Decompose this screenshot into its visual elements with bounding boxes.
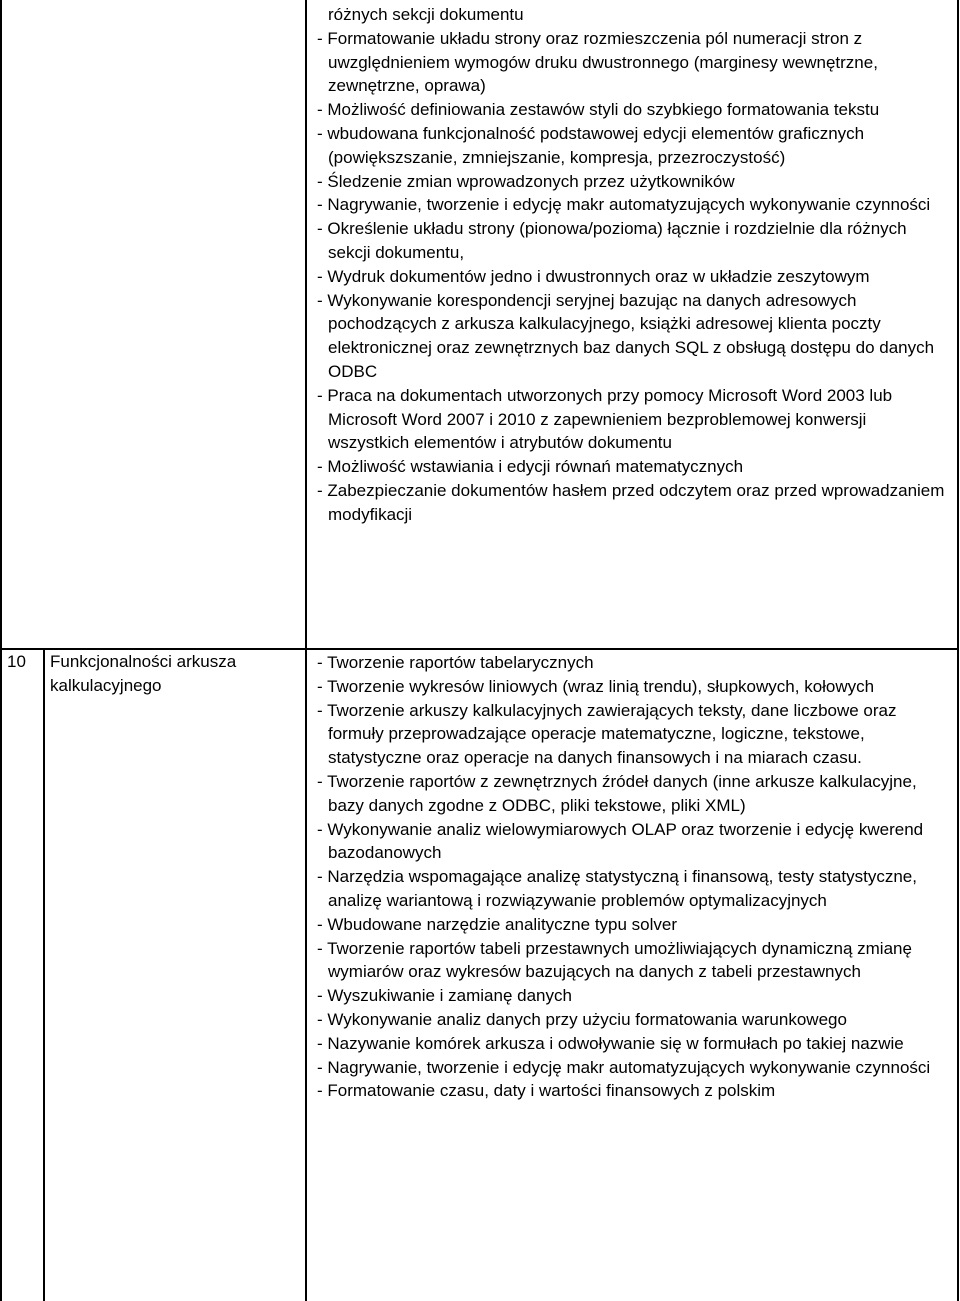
list-item: - Tworzenie raportów tabelarycznych bbox=[317, 653, 594, 672]
list-item: - wbudowana funkcjonalność podstawowej edycji elementów graficznych (powiększszanie, zmniejszanie, kompresja, przezroczystość) bbox=[317, 123, 865, 167]
list-item: - Nazywanie komórek arkusza i odwoływanie się w formułach po takiej nazwie bbox=[317, 1033, 904, 1053]
list-item: - Wyszukiwanie i zamianę danych bbox=[317, 986, 572, 1006]
list-item: - Wbudowane narzędzie analityczne typu solver bbox=[317, 914, 678, 934]
list-item: - Możliwość wstawiania i edycji równań matematycznych bbox=[317, 457, 744, 477]
list-item: - Formatowanie czasu, daty i wartości finansowych z polskim bbox=[317, 1081, 776, 1101]
list-item: różnych sekcji dokumentu bbox=[328, 5, 524, 24]
list-item: - Śledzenie zmian wprowadzonych przez użytkowników bbox=[317, 171, 735, 191]
list-item: - Wykonywanie analiz wielowymiarowych OLAP oraz tworzenie i edycję kwerend bazodanowych bbox=[317, 819, 924, 863]
table-border-right bbox=[957, 0, 959, 1301]
table-border-col2 bbox=[305, 0, 307, 1301]
list-item: - Określenie układu strony (pionowa/pozioma) łącznie i rozdzielnie dla różnych sekcji dokumentu, bbox=[317, 219, 907, 262]
row-10-items bbox=[317, 651, 947, 1103]
list-item: - Formatowanie układu strony oraz rozmieszczenia pól numeracji stron z uwzględnieniem wymogów druku dwustronnego (marginesy wewnętrzne, zewnętrzne, oprawa) bbox=[317, 28, 878, 96]
list-item: - Tworzenie arkuszy kalkulacyjnych zawierających teksty, dane liczbowe oraz formuły przeprowadzające operacje matematyczne, logiczne, tekstowe, statystyczne oraz operacje na danych finansowych i na miarach czasu. bbox=[317, 700, 897, 768]
row-number: 10 bbox=[7, 652, 26, 671]
list-item: - Wydruk dokumentów jedno i dwustronnych oraz w układzie zeszytowym bbox=[317, 266, 870, 286]
row-name: Funkcjonalności arkusza kalkulacyjnego bbox=[50, 652, 237, 695]
list-item: - Nagrywanie, tworzenie i edycję makr automatyzujących wykonywanie czynności bbox=[317, 1057, 931, 1077]
list-item: - Możliwość definiowania zestawów styli do szybkiego formatowania tekstu bbox=[317, 100, 880, 120]
list-item: - Tworzenie wykresów liniowych (wraz linią trendu), słupkowych, kołowych bbox=[317, 676, 875, 696]
list-item: - Wykonywanie korespondencji seryjnej bazując na danych adresowych pochodzących z arkusza kalkulacyjnego, książki adresowej klienta poczty elektronicznej oraz zewnętrznych baz danych SQL z obsługą dostępu do danych ODBC bbox=[317, 290, 935, 381]
row-continued-items bbox=[317, 3, 947, 527]
list-item: - Tworzenie raportów tabeli przestawnych umożliwiających dynamiczną zmianę wymiarów oraz wykresów bazujących na danych z tabeli przestawnych bbox=[317, 938, 912, 982]
table-border-left bbox=[0, 0, 2, 1301]
list-item: - Tworzenie raportów z zewnętrznych źródeł danych (inne arkusze kalkulacyjne, bazy danych zgodne z ODBC, pliki tekstowe, pliki XML) bbox=[317, 771, 917, 815]
list-item: - Nagrywanie, tworzenie i edycję makr automatyzujących wykonywanie czynności bbox=[317, 195, 931, 215]
table-border-col1 bbox=[43, 648, 45, 1301]
list-item: - Praca na dokumentach utworzonych przy pomocy Microsoft Word 2003 lub Microsoft Word 2007 i 2010 z zapewnieniem bezproblemowej konwersji wszystkich elementów i atrybutów dokumentu bbox=[317, 385, 893, 453]
list-item: - Narzędzia wspomagające analizę statystyczną i finansową, testy statystyczne, analizę wariantową i rozwiązywanie problemów optymalizacyjnych bbox=[317, 867, 917, 910]
list-item: - Zabezpieczanie dokumentów hasłem przed odczytem oraz przed wprowadzaniem modyfikacji bbox=[317, 480, 945, 524]
list-item: - Wykonywanie analiz danych przy użyciu formatowania warunkowego bbox=[317, 1009, 847, 1029]
